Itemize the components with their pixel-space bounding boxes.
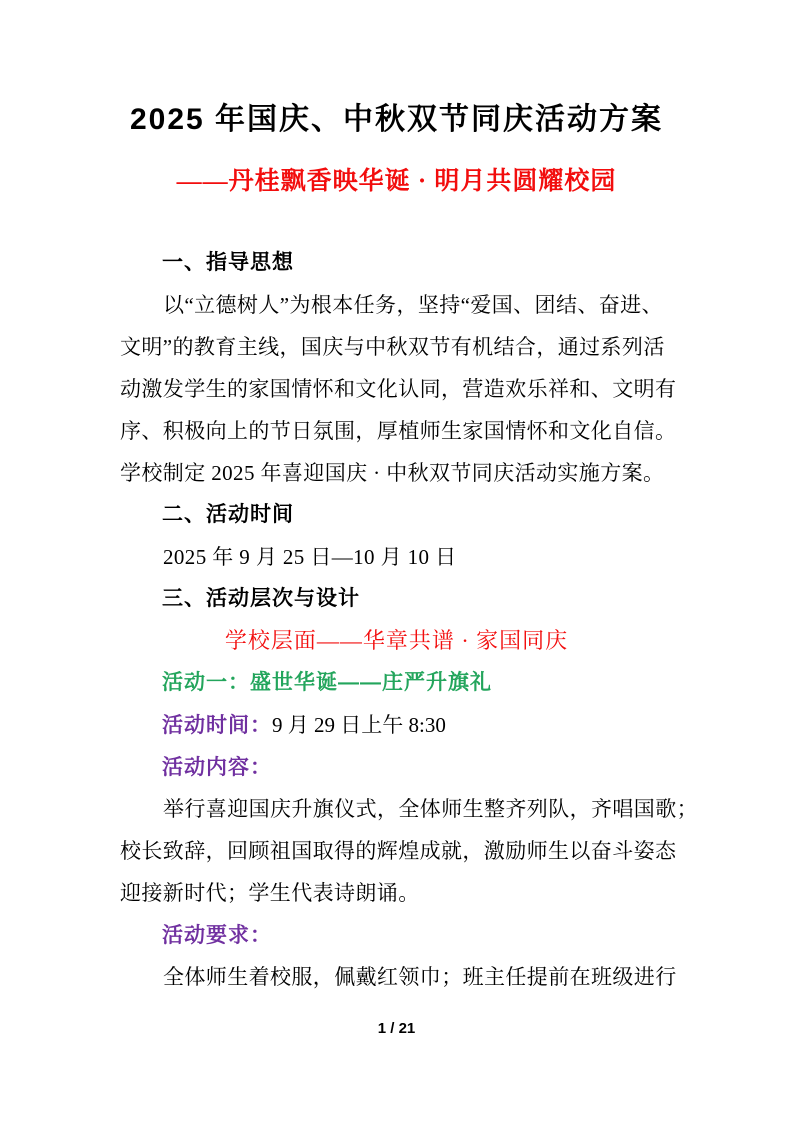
section-1-paragraph-line: 文明”的教育主线，国庆与中秋双节有机结合，通过系列活: [120, 335, 665, 359]
activity-content-line: 校长致辞，回顾祖国取得的辉煌成就，激励师生以奋斗姿态: [120, 839, 677, 863]
section-2-heading: 二、活动时间: [162, 503, 294, 526]
activity-content-label: 活动内容：: [162, 755, 272, 779]
activity-time-label: 活动时间：: [162, 713, 272, 737]
activity-time-line: [120, 704, 673, 746]
school-level-title: 学校层面——华章共谱 · 家国同庆: [224, 628, 569, 653]
section-1-paragraph-line: 学校制定 2025 年喜迎国庆 · 中秋双节同庆活动实施方案。: [120, 461, 665, 485]
section-1-paragraph-line: 动激发学生的家国情怀和文化认同，营造欢乐祥和、文明有: [120, 377, 677, 401]
activity-time-value: 9 月 29 日上午 8:30: [272, 713, 446, 737]
activity-1-title: 活动一：盛世华诞——庄严升旗礼: [162, 671, 492, 694]
activity-date-range: 2025 年 9 月 25 日—10 月 10 日: [163, 545, 457, 569]
section-1-paragraph-line: 以“立德树人”为根本任务，坚持“爱国、团结、奋进、: [163, 293, 663, 317]
section-1-heading: 一、指导思想: [162, 251, 294, 274]
activity-content-line: 迎接新时代；学生代表诗朗诵。: [120, 881, 420, 905]
page-number: 1 / 21: [377, 1020, 416, 1037]
activity-requirements-label: 活动要求：: [162, 923, 272, 947]
doc-subtitle: ——丹桂飘香映华诞 · 明月共圆耀校园: [176, 168, 617, 195]
doc-body: [0, 242, 793, 998]
section-1-paragraph-line: 序、积极向上的节日氛围，厚植师生家国情怀和文化自信。: [120, 419, 677, 443]
activity-requirements-line: 全体师生着校服，佩戴红领巾；班主任提前在班级进行: [163, 965, 677, 989]
activity-content-label-line: [120, 746, 673, 788]
activity-content-line: 举行喜迎国庆升旗仪式，全体师生整齐列队，齐唱国歌；: [163, 797, 698, 821]
doc-title: 2025 年国庆、中秋双节同庆活动方案: [129, 103, 664, 136]
section-3-heading: 三、活动层次与设计: [162, 587, 360, 610]
activity-requirements-label-line: [120, 914, 673, 956]
